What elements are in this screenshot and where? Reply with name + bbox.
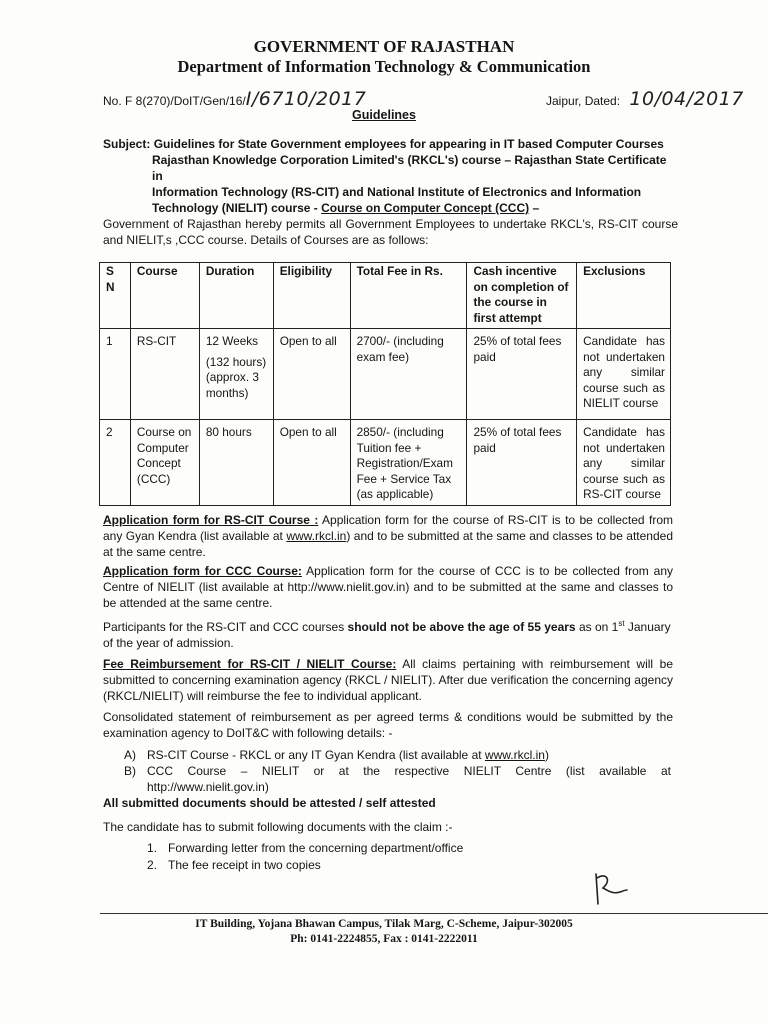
table-header-row xyxy=(100,263,671,329)
doc-item-2: The fee receipt in two copies xyxy=(168,858,321,872)
subject-label: Subject: xyxy=(103,137,151,151)
duration-main: 80 hours xyxy=(205,425,252,439)
col-header-duration: Duration xyxy=(199,263,273,329)
list-label-a: A) xyxy=(124,748,136,762)
rscit-text2: ) and to be submitted at the same and classes to be attended at the same centre. xyxy=(103,529,673,559)
cell-duration xyxy=(199,329,273,420)
list-label-b: B) xyxy=(124,764,136,778)
attested-note: All submitted documents should be attested / self attested xyxy=(103,796,436,810)
rscit-text: Application form for the course of RS-CIT is to be collected from any Gyan Kendra (list available at xyxy=(103,513,673,543)
date-handwritten: 10/04/2017 xyxy=(629,88,744,110)
consolidated-paragraph: Consolidated statement of reimbursement as per agreed terms & conditions would be submitted by the examination agency to DoIT&C with following details: - xyxy=(103,710,673,740)
age-limit-bold: should not be above the age of 55 years xyxy=(347,620,576,634)
rscit-heading: Application form for RS-CIT Course : xyxy=(103,513,319,527)
subject-line4 xyxy=(103,200,678,216)
fee-heading: Fee Reimbursement for RS-CIT / NIELIT Course: xyxy=(103,657,397,671)
footer-divider xyxy=(100,913,768,914)
cell-sn: 1 xyxy=(100,329,131,420)
claim-intro: The candidate has to submit following documents with the claim :- xyxy=(103,820,453,834)
table-row xyxy=(100,420,671,506)
courses-table xyxy=(99,262,671,506)
item-a-text: RS-CIT Course - RKCL or any IT Gyan Kendra (list available at xyxy=(147,748,485,762)
place-dated-label: Jaipur, Dated: xyxy=(546,94,621,108)
table-row xyxy=(100,329,671,420)
footer-phone: Ph: 0141-2224855, Fax : 0141-2222011 xyxy=(290,933,478,945)
age-text1: Participants for the RS-CIT and CCC courses xyxy=(103,620,348,634)
cell-incentive: 25% of total fees paid xyxy=(467,329,577,420)
ref-printed: No. F 8(270)/DoIT/Gen/16/ xyxy=(103,94,246,108)
ccc-text: Application form for the course of CCC is to be collected from any Centre of NIELIT (list available at http://www.nielit.gov.in) and to be submitted at the same and classes to be attended at the same centre. xyxy=(103,564,673,610)
cell-duration xyxy=(199,420,273,506)
cell-exclusions: Candidate has not undertaken any similar course such as NIELIT course xyxy=(577,329,671,420)
footer-address: IT Building, Yojana Bhawan Campus, Tilak Marg, C-Scheme, Jaipur-302005 xyxy=(195,918,573,930)
dated-block xyxy=(546,88,744,110)
subject-block xyxy=(103,136,678,216)
cell-incentive: 25% of total fees paid xyxy=(467,420,577,506)
government-title: GOVERNMENT OF RAJASTHAN xyxy=(253,37,515,56)
col-header-sn: S N xyxy=(100,263,131,329)
intro-paragraph: Government of Rajasthan hereby permits all Government Employees to undertake RKCL's, RS-CIT course and NIELIT,s ,CCC course. Details of Courses are as follows: xyxy=(103,217,678,247)
subject-line4a: Technology (NIELIT) course - xyxy=(152,201,322,215)
reference-number xyxy=(103,88,366,110)
cell-fee: 2850/- (including Tuition fee + Registration/Exam Fee + Service Tax (as applicable) xyxy=(350,420,467,506)
col-header-course: Course xyxy=(130,263,199,329)
age-text3: January of the year of admission. xyxy=(103,620,671,650)
ccc-application-paragraph xyxy=(103,563,673,611)
duration-detail: (132 hours) (approx. 3 months) xyxy=(205,354,267,400)
age-limit-paragraph xyxy=(103,616,673,651)
doc-label-2: 2. xyxy=(147,858,158,872)
age-sup: st xyxy=(618,619,625,628)
col-header-exclusions: Exclusions xyxy=(577,263,671,329)
cell-course: Course on Computer Concept (CCC) xyxy=(130,420,199,506)
subject-line4b: – xyxy=(529,201,540,215)
guidelines-heading: Guidelines xyxy=(352,108,416,122)
col-header-eligibility: Eligibility xyxy=(273,263,350,329)
rscit-application-paragraph xyxy=(103,512,673,560)
ccc-heading: Application form for CCC Course: xyxy=(103,564,302,578)
subject-line2: Rajasthan Knowledge Corporation Limited's (RKCL's) course – Rajasthan State Certificate in xyxy=(152,153,667,183)
age-text2: as on 1 xyxy=(575,620,619,634)
cell-sn: 2 xyxy=(100,420,131,506)
list-item-b: CCC Course – NIELIT or at the respective NIELIT Centre (list available at xyxy=(147,764,671,778)
cell-eligibility: Open to all xyxy=(273,420,350,506)
cell-eligibility: Open to all xyxy=(273,329,350,420)
subject-line3: Information Technology (RS-CIT) and National Institute of Electronics and Information xyxy=(152,185,642,199)
rkcl-link[interactable]: www.rkcl.in xyxy=(286,529,347,543)
department-title: Department of Information Technology & Communication xyxy=(177,57,591,76)
doc-item-1: Forwarding letter from the concerning department/office xyxy=(168,841,464,855)
list-item-a xyxy=(147,747,549,763)
col-header-incentive: Cash incentive on completion of the course in first attempt xyxy=(467,263,577,329)
list-item-b-cont: http://www.nielit.gov.in) xyxy=(147,780,269,794)
item-a-end: ) xyxy=(544,748,549,762)
col-header-fee: Total Fee in Rs. xyxy=(350,263,467,329)
fee-reimbursement-paragraph xyxy=(103,656,673,704)
rkcl-link-2[interactable]: www.rkcl.in xyxy=(484,748,545,762)
duration-main: 12 Weeks xyxy=(205,334,259,348)
fee-text: All claims pertaining with reimbursement will be submitted to concerning examination agency (RKCL / NIELIT). After due verification the concerning agency (RKCL/NIELIT) will reimburse the fee to individual applicant. xyxy=(103,657,673,703)
subject-ccc-underlined: Course on Computer Concept (CCC) xyxy=(321,201,530,215)
cell-exclusions: Candidate has not undertaken any similar course such as RS-CIT course xyxy=(577,420,671,506)
cell-course: RS-CIT xyxy=(130,329,199,420)
doc-label-1: 1. xyxy=(147,841,158,855)
subject-line1: Guidelines for State Government employees for appearing in IT based Computer Courses xyxy=(153,137,664,151)
signature-initials xyxy=(590,868,630,908)
cell-fee: 2700/- (including exam fee) xyxy=(350,329,467,420)
ref-handwritten: I/6710/2017 xyxy=(245,88,367,110)
